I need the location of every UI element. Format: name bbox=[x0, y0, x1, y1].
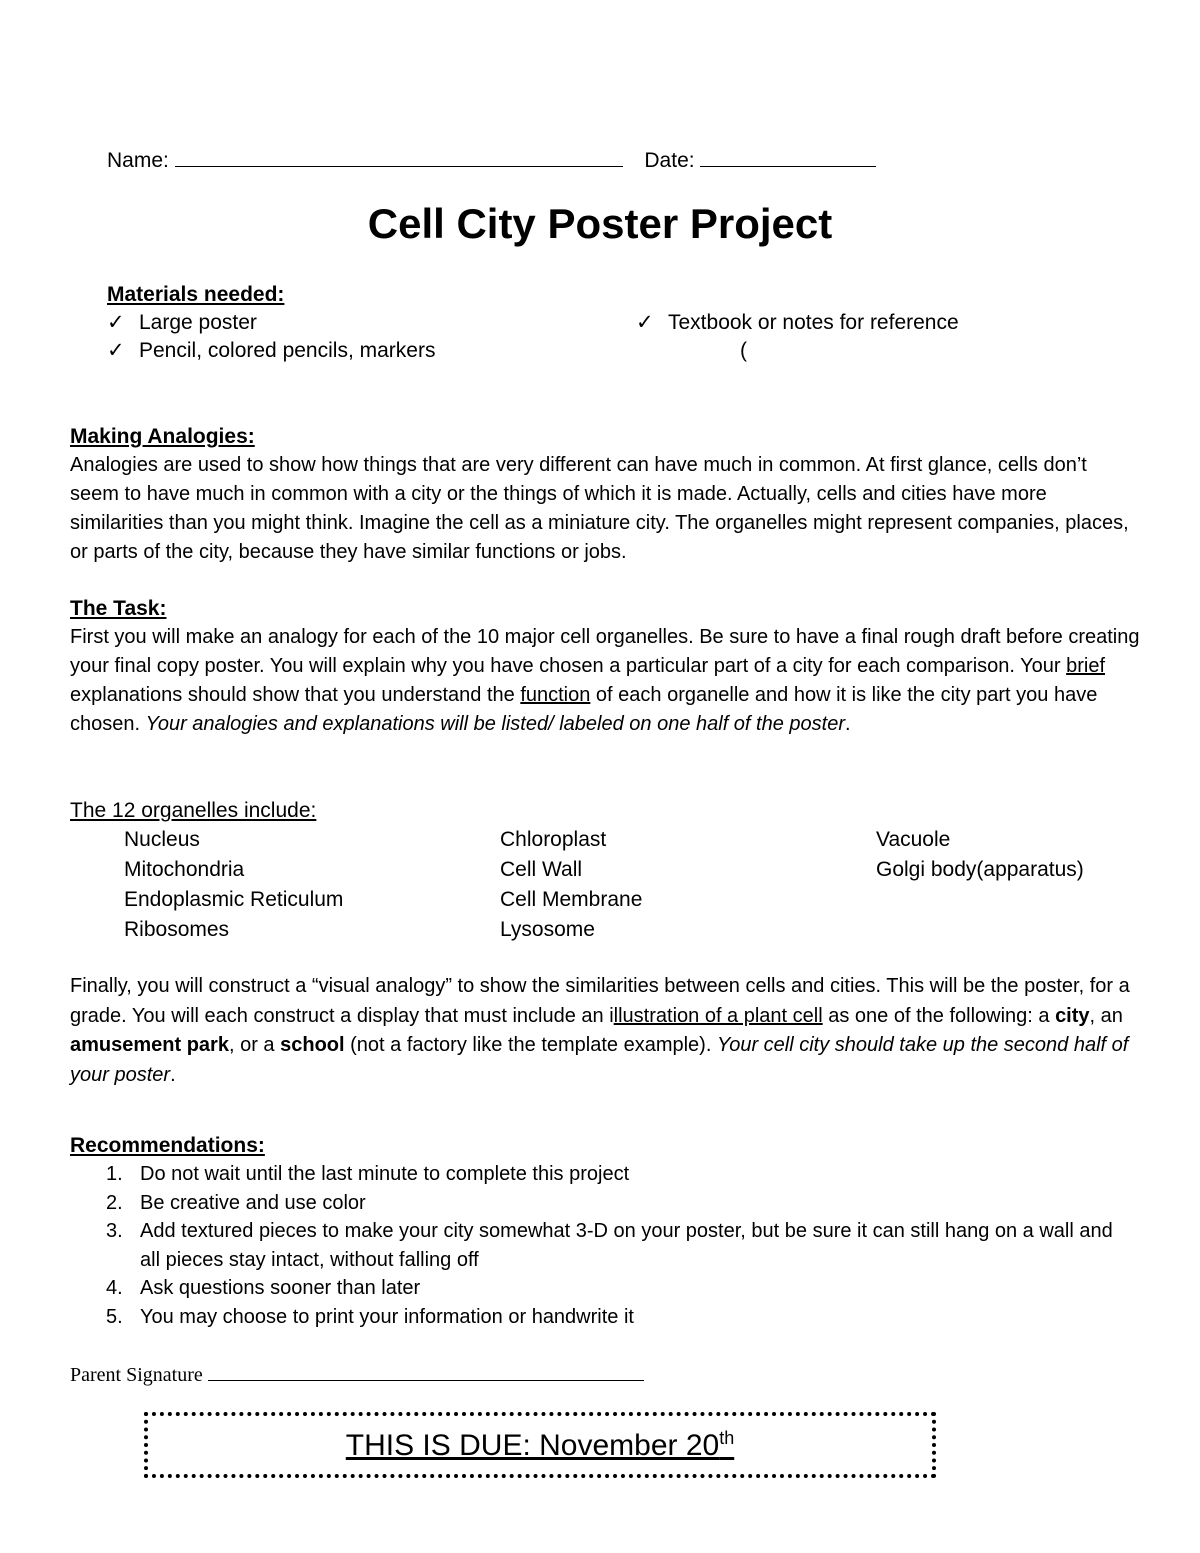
name-blank[interactable] bbox=[175, 144, 623, 167]
organelle-item: Cell Wall bbox=[500, 858, 583, 881]
recommendation-item: 5. You may choose to print your information or handwrite it bbox=[106, 1305, 634, 1328]
organelle-item: Nucleus bbox=[124, 828, 200, 851]
organelle-item: Endoplasmic Reticulum bbox=[124, 888, 344, 911]
task-body: First you will make an analogy for each of the 10 major cell organelles. Be sure to have a final rough draft before creating your final copy poster. You will explain why you have chosen a particular part of a city for each comparison. Your brief explanations should show that you understand the function of each organelle and how it is like the city part you have chosen. Your analogies and explanations will be listed/ labeled on one half of the poster. bbox=[70, 626, 1140, 735]
organelle-item: Ribosomes bbox=[124, 918, 230, 941]
recommendation-item: 4. Ask questions sooner than later bbox=[106, 1277, 421, 1299]
page-title: Cell City Poster Project bbox=[367, 200, 833, 247]
material-item: ✓ Textbook or notes for reference bbox=[636, 308, 959, 337]
date-blank[interactable] bbox=[700, 144, 876, 167]
checkmark-icon: ✓ bbox=[636, 311, 654, 334]
checkmark-icon: ✓ bbox=[107, 311, 125, 334]
analogies-heading: Making Analogies: bbox=[70, 425, 255, 448]
organelle-item: Chloroplast bbox=[500, 828, 607, 851]
brief-underlined: brief bbox=[1066, 655, 1106, 677]
finally-italic-note: Your cell city should take up the second half of your poster bbox=[70, 1034, 1129, 1086]
organelles-col1 bbox=[124, 825, 343, 945]
signature-row bbox=[70, 1358, 644, 1387]
materials-heading: Materials needed: bbox=[107, 283, 285, 306]
date-label: Date: bbox=[644, 149, 695, 172]
organelle-item: Mitochondria bbox=[124, 858, 245, 881]
organelle-item: Cell Membrane bbox=[500, 888, 643, 911]
illustration-underlined: llustration of a plant cell bbox=[613, 1004, 823, 1027]
name-date-row bbox=[107, 144, 876, 175]
organelles-col3 bbox=[876, 825, 1084, 885]
park-bold: amusement park bbox=[70, 1034, 229, 1056]
analogies-body: Analogies are used to show how things that are very different can have much in common. At first glance, cells don’t seem to have much in common with a city or the things of which it is made. Actually, cells and cities have more similarities than you might think. Imagine the cell as a miniature city. The organelles might represent companies, places, or parts of the city, because they have similar functions or jobs. bbox=[70, 454, 1129, 563]
due-date-text: THIS IS DUE: November 20th bbox=[345, 1428, 735, 1462]
recommendation-item: 2. Be creative and use color bbox=[106, 1191, 366, 1214]
city-bold: city bbox=[1055, 1004, 1090, 1027]
signature-label: Parent Signature bbox=[70, 1364, 203, 1386]
recommendation-item: 1. Do not wait until the last minute to complete this project bbox=[106, 1163, 630, 1185]
organelles-col2 bbox=[500, 825, 642, 945]
task-italic-note: Your analogies and explanations will be listed/ labeled on one half of the poster bbox=[145, 713, 845, 735]
recommendation-item: 3. Add textured pieces to make your city somewhat 3-D on your poster, but be sure it can still hang on a wall and all pieces stay intact, without falling off bbox=[106, 1220, 1113, 1271]
checkmark-icon: ✓ bbox=[107, 339, 125, 362]
due-date-box bbox=[144, 1412, 936, 1478]
organelle-item: Vacuole bbox=[876, 828, 951, 851]
recommendations-heading: Recommendations: bbox=[70, 1134, 265, 1157]
finally-paragraph: Finally, you will construct a “visual analogy” to show the similarities between cells and cities. This will be the poster, for a grade. You will each construct a display that must include an illustration of a plant cell as one of the following: a city, an amusement park, or a school (not a factory like the template example). Your cell city should take up the second half of your poster. bbox=[70, 975, 1130, 1086]
organelles-heading: The 12 organelles include: bbox=[70, 799, 317, 822]
signature-blank[interactable] bbox=[208, 1358, 644, 1381]
name-label: Name: bbox=[107, 149, 169, 172]
organelle-item: Golgi body(apparatus) bbox=[876, 858, 1084, 881]
recommendations-list bbox=[106, 1160, 1126, 1331]
task-heading: The Task: bbox=[70, 597, 167, 620]
organelle-item: Lysosome bbox=[500, 918, 595, 941]
function-underlined: function bbox=[520, 684, 591, 706]
material-item: ✓ Large poster bbox=[107, 308, 257, 337]
stray-character: ( bbox=[740, 339, 747, 362]
material-item: ✓ Pencil, colored pencils, markers bbox=[107, 336, 435, 365]
school-bold: school bbox=[280, 1034, 345, 1056]
